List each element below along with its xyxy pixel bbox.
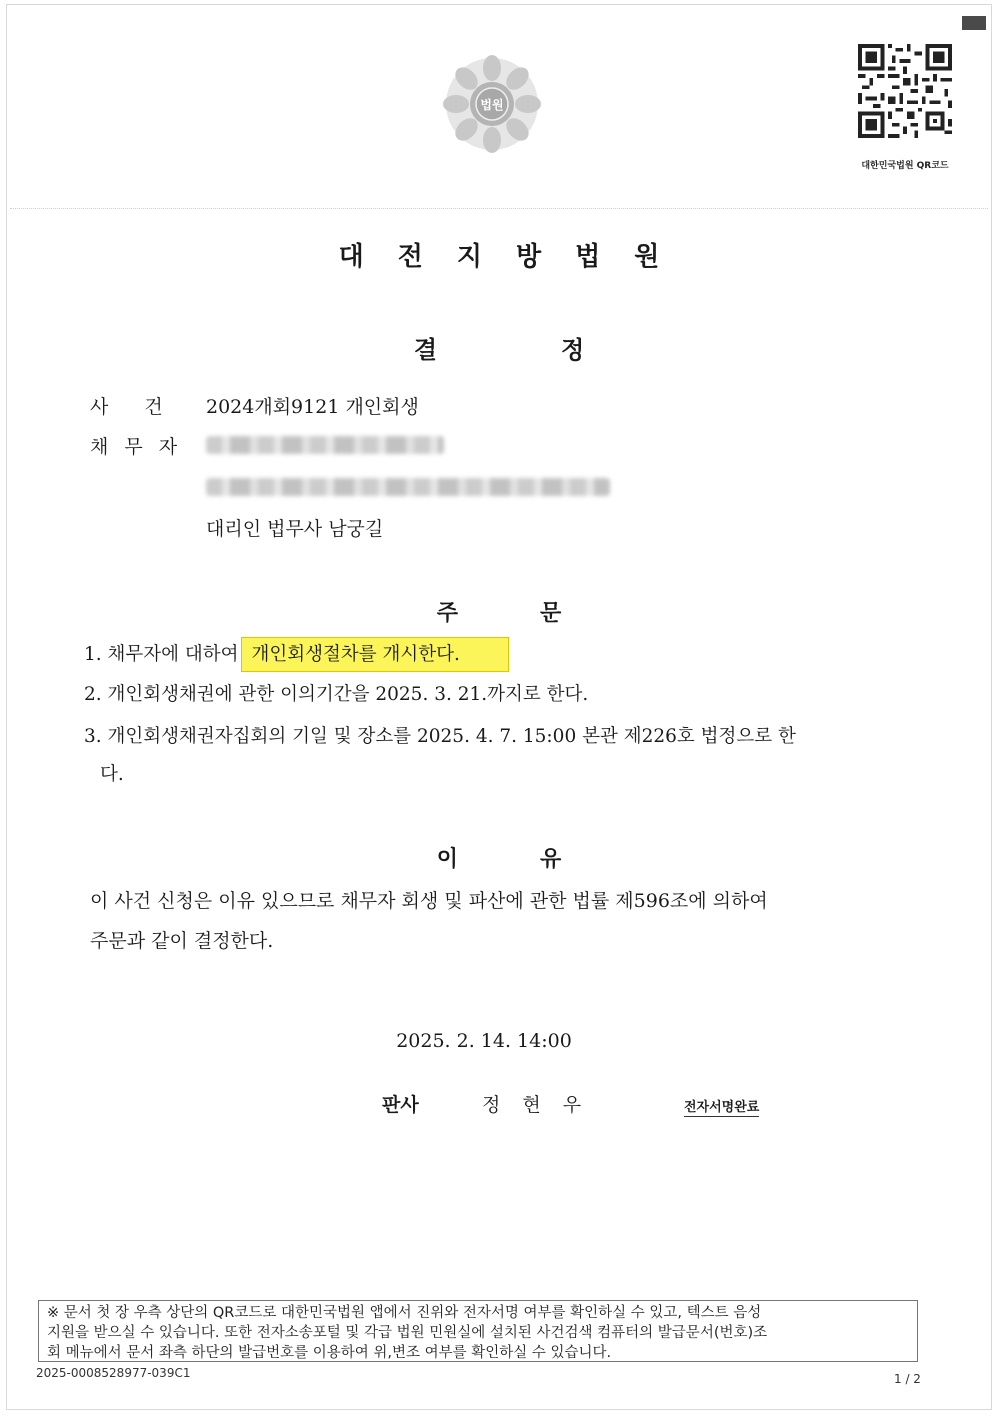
e-signature-status: 전자서명완료 [684,1096,759,1117]
court-emblem-icon [440,52,544,156]
notice-line-2: 지원을 받으실 수 있습니다. 또한 전자소송포털 및 각급 법원 민원실에 설치된 사건검색 컴퓨터의 발급문서(번호)조 [47,1325,768,1341]
judge-name: 정현우 [482,1094,604,1116]
court-name: 대전지방법원 [338,242,694,272]
decision-date: 2025. 2. 14. 14:00 [396,1030,572,1052]
document-number: 2025-0008528977-039C1 [36,1366,191,1380]
emblem-text: 법원 [480,98,504,112]
verification-notice [38,1300,918,1362]
reason-heading: 이유 [436,847,644,872]
page-number: 1 / 2 [894,1372,921,1386]
order-item-1 [84,640,509,666]
order-item-1-highlight: 개인회생절차를 개시한다. [241,637,509,672]
order-item-3-continuation: 다. [100,764,124,785]
qr-block [846,38,964,174]
case-label: 사건 [90,396,199,418]
judge-title: 판사 [382,1094,419,1116]
page-border [6,4,992,1410]
order-item-3: 3. 개인회생채권자집회의 기일 및 장소를 2025. 4. 7. 15:00 본관 제226호 법정으로 한 [84,726,796,747]
debtor-address-redacted [206,478,610,496]
notice-line-1: ※ 문서 첫 장 우측 상단의 QR코드로 대한민국법원 앱에서 진위와 전자서명 여부를 확인하실 수 있고, 텍스트 음성 [47,1305,762,1321]
debtor-agent: 대리인 법무사 남궁길 [206,518,384,540]
order-item-1-prefix: 1. 채무자에 대하여 [84,644,239,665]
corner-mark [962,16,986,30]
reason-line-1: 이 사건 신청은 이유 있으므로 채무자 회생 및 파산에 관한 법률 제596조에 의하여 [90,890,768,912]
order-item-2: 2. 개인회생채권에 관한 이의기간을 2025. 3. 21.까지로 한다. [84,684,589,705]
qr-code-icon[interactable] [858,44,952,138]
debtor-label: 채무자 [90,436,194,458]
document-title: 결정 [413,336,709,364]
debtor-name-redacted [206,436,444,454]
case-value: 2024개회9121 개인회생 [206,396,419,418]
header-divider [10,208,988,209]
notice-line-3: 회 메뉴에서 문서 좌측 하단의 발급번호를 이용하여 위,변조 여부를 확인하실 수 있습니다. [47,1345,612,1361]
reason-line-2: 주문과 같이 결정한다. [90,930,274,952]
qr-caption: 대한민국법원 QR코드 [861,161,949,171]
order-heading: 주문 [436,601,644,626]
